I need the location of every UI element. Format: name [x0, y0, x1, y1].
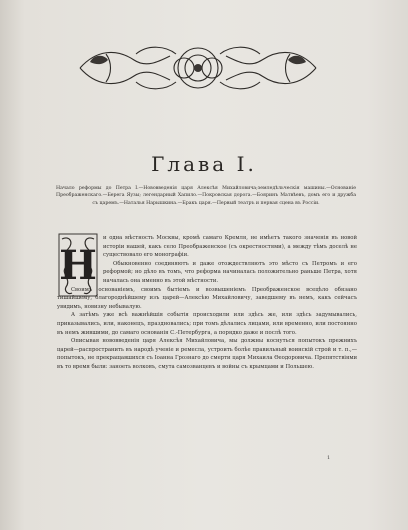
- paragraph: и одна мѣстность Москвы, кромѣ самаго Кремля, не имѣетъ такого значенія въ новой исторіи нашей, какъ село Преображенское (съ окрестностями), а между тѣмъ доселѣ не существовало его монографіи.: [103, 235, 357, 259]
- page-number: 1: [327, 455, 331, 461]
- chapter-summary: Начало реформы до Петра I.—Нововведенія царя Алексѣя Михайловича;земледѣльческія машины.—Основаніе Преображенскаго.—Берега Яузы; легендарный Хапило.—Покровская дорога.—Бояринъ Матвѣевъ, домъ его и дружба съ царемъ.—Наталья Нарышкина.—Бракъ царя.—Первый театръ и первая сцена въ Россіи.: [56, 186, 356, 206]
- drop-cap-letter: Н: [59, 242, 97, 289]
- paragraph: Своимъ основаніемъ, своимъ бытіемъ и возвышеніемъ Преображенское всецѣло обязано тишайшему, благороднѣйшему изъ царей—Алексѣю Михайловичу, заведшему въ немъ, какъ сейчасъ увидимъ, новизну небывалую.: [57, 286, 357, 310]
- paragraph: А затѣмъ уже всѣ важнѣйшія событія происходили или здѣсь же, или здѣсь задумывались, приказывались, или, наконецъ, праздновались; при томъ дѣлались лицами, или временно, или постоянно въ немъ жившими, до самаго основанія С.-Петербурга, а порядко даже и послѣ того.: [57, 312, 357, 336]
- body-text: [57, 234, 357, 372]
- ornamental-headpiece: [76, 40, 320, 96]
- paragraph: Обыкновенно соединяютъ и даже отождествляютъ это мѣсто съ Петромъ и его реформой; но дѣло въ томъ, что реформа начиналась положительно раньше Петра, хотя началась она именно въ этой мѣстности.: [103, 260, 357, 284]
- paragraph: Описывая нововведенія царя Алексѣя Михайловича, мы должны коснуться попытокъ прежнихъ царей—распространить въ народѣ ученіе и ремесла, устроить болѣе правильный воинскій строй и т. п.,—попытокъ, не прекращавшихся съ Іоанна Грознаго до смерти царя Михаила Ѳеодоровича. Препятствіями въ то время были: заноеть волковъ, смута самозванцевъ и войны съ крымцами и Польшею.: [57, 338, 357, 370]
- chapter-title: Глава I.: [151, 152, 257, 176]
